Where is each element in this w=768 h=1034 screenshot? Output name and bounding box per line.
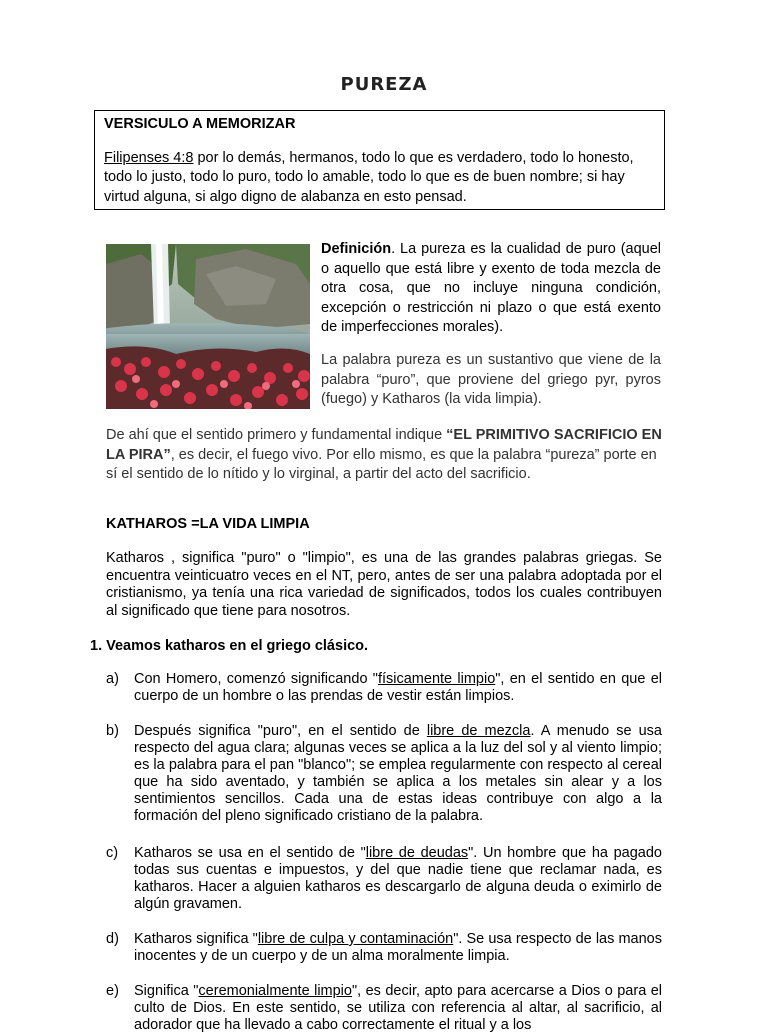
memory-verse-box	[94, 110, 665, 210]
sense-text-post: , es decir, el fuego vivo. Por ello mismo, es que la palabra “pureza” porte en sí el sentido de lo nítido y lo virginal, a partir del acto del sacrificio.	[106, 446, 657, 482]
item-text-pre: Katharos significa "	[134, 931, 258, 947]
item-text-post: ". Se usa respecto de las manos inocentes y de un cuerpo y de un alma moralmente limpia.	[134, 931, 662, 964]
list-item	[106, 671, 662, 705]
item-label: e)	[106, 983, 119, 999]
item-underlined: ceremonialmente limpio	[198, 983, 352, 999]
definition-block	[321, 240, 661, 410]
item-underlined: físicamente limpio	[377, 671, 496, 687]
katharos-intro-text: Katharos , significa "puro" o "limpio", es una de las grandes palabras griegas. Se encuentra veinticuatro veces en el NT, pero, antes de ser una palabra adoptada por el cristianismo, ya tenía una rica variedad de significados, todos los cuales contribuyen al significado que tiene para nosotros.	[106, 550, 662, 619]
item-text-pre: Después significa "puro", en el sentido de	[134, 723, 427, 739]
memory-verse-body	[104, 149, 655, 208]
katharos-intro	[106, 550, 662, 620]
definition-paragraph	[321, 240, 661, 338]
item-text-post: ", en el sentido en que el cuerpo de un hombre o las prendas de vestir están limpios.	[134, 671, 663, 704]
item-text-pre: Significa "	[134, 983, 199, 999]
item-label: a)	[106, 671, 119, 687]
item-text-pre: Con Homero, comenzó significando "	[134, 671, 378, 687]
memory-verse-heading: VERSICULO A MEMORIZAR	[104, 116, 296, 132]
item-text-pre: Katharos se usa en el sentido de "	[134, 845, 366, 861]
etymology-paragraph: La palabra pureza es un sustantivo que viene de la palabra “puro”, que proviene del griego pyr, pyros (fuego) y Katharos (la vida limpia).	[321, 351, 661, 408]
item-text-post: ". Un hombre que ha pagado todas sus cuentas e impuestos, y del que nadie tiene que reclamar nada, es katharos. Hacer a alguien katharos es descargarlo de alguna deuda o eximirlo de algún gravamen.	[134, 845, 662, 912]
list-item	[106, 845, 662, 913]
item-underlined: libre de mezcla	[426, 723, 531, 739]
verse-text: por lo demás, hermanos, todo lo que es verdadero, todo lo honesto, todo lo justo, todo lo puro, todo lo amable, todo lo que es de buen nombre; si hay virtud alguna, si algo digno de alabanza en esto pensad.	[104, 149, 634, 205]
definition-text: . La pureza es la cualidad de puro (aquel o aquello que está libre y exento de toda mezcla de otra cosa, que no incluye ninguna condición, excepción o restricción ni plazo o que está exento de imperfecciones morales).	[321, 241, 661, 336]
waterfall-photo	[106, 244, 310, 409]
sense-bold: “EL PRIMITIVO SACRIFICIO EN LA PIRA”	[106, 427, 662, 463]
item-underlined: libre de deudas	[365, 845, 469, 861]
definition-label: Definición	[321, 241, 392, 257]
item-label: c)	[106, 845, 119, 861]
list-item	[106, 931, 662, 965]
list-item	[106, 723, 662, 825]
item-text-post: ", es decir, apto para acercarse a Dios o para el culto de Dios. En este sentido, se utiliza con referencia al altar, al sacrificio, al adorador que ha llevado a cabo correctamente el ritual y a los	[134, 983, 662, 1033]
sense-text-pre: De ahí que el sentido primero y fundamental indique	[106, 427, 447, 443]
sense-paragraph	[106, 426, 662, 485]
verse-reference: Filipenses 4:8	[104, 149, 194, 166]
section1-heading: 1. Veamos katharos en el griego clásico.	[90, 638, 369, 654]
katharos-heading: KATHAROS =LA VIDA LIMPIA	[106, 516, 310, 532]
item-label: d)	[106, 931, 119, 947]
page-title: PUREZA	[340, 74, 428, 95]
item-underlined: libre de culpa y contaminación	[257, 931, 454, 947]
item-text-post: . A menudo se usa respecto del agua clara; algunas veces se aplica a la luz del sol y al viento limpio; es la palabra para el pan "blanco"; se emplea regularmente con respecto al cereal que ha sido aventado, y también se aplica a los metales sin alear y a los sentimientos sencillos. Cada una de estas ideas contribuye con algo a la formación del pleno significado cristiano de la palabra.	[134, 723, 662, 824]
list-item	[106, 983, 662, 1034]
item-label: b)	[106, 723, 119, 739]
